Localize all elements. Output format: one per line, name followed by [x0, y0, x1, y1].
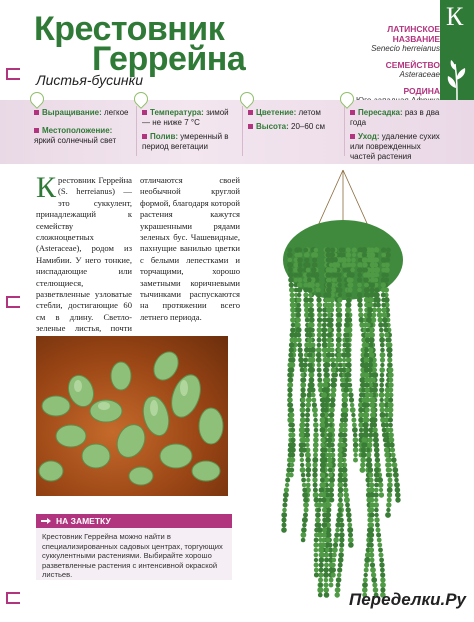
succulent-closeup-photo: [36, 336, 228, 496]
care-divider: [136, 106, 137, 156]
care-height: Высота: 20–60 см: [248, 122, 344, 132]
page-mark-left-middle: [6, 296, 20, 308]
hanging-plant-photo: [238, 160, 448, 610]
sprig-icon: [445, 58, 469, 100]
page-title: [34, 10, 246, 78]
care-temperature: Температура: зимой — не ниже 7 °С: [142, 108, 229, 127]
fact-origin-label: РОДИНА: [403, 86, 440, 96]
care-divider: [344, 106, 345, 156]
fact-box: [342, 24, 440, 112]
tip-text: Крестовник Геррейна можно найти в специализированных садовых центрах, торгующих суккулентными растениями. Выбирайте хорошо разветвленные растения с интенсивной окраской листьев.: [42, 532, 223, 580]
article-text-1: рестовник Геррейна (S. herreianus) — это суккулент, принадлежащий к семейству сложноцветных (Asteraceae), родом из Намибии. У него тонкие, ниспадающие или стелющиеся, разветвленные узловатые стебли, достигающие 60 см в длину. Светло-зеленые листья, почти: [36, 175, 132, 334]
fact-latin-value: Senecio herreianus: [371, 44, 440, 53]
fact-family-label: СЕМЕЙСТВО: [385, 60, 440, 70]
hand-pointer-icon: [41, 517, 51, 525]
fact-family-value: Asteraceae: [399, 70, 440, 79]
alphabet-tab: [440, 0, 474, 108]
page-mark-left-bottom: [6, 592, 20, 604]
care-irrigation: Полив: умеренный в период вегетации: [142, 132, 229, 151]
succulent-illustration: [36, 336, 228, 496]
care-watering: Выращивание: легкое: [34, 108, 132, 118]
title-line-1: Крестовник: [34, 10, 225, 48]
title-line-2: Геррейна: [92, 40, 246, 78]
site-watermark: Переделки.Ру: [349, 590, 466, 609]
drop-cap: К: [36, 171, 57, 204]
article-column-2: отличаются своей необычной круглой формой, благодаря которой растения кажутся украшенными рядами зеленых бус. Чашевидные, пахнущие ванилью цветки с белыми лепестками и торчащими, хорошо заметными коричневыми тычинками распускаются на протяжении всего летнего периода.: [140, 175, 240, 322]
care-maintenance: Уход: удаление сухих или поврежденных частей растения: [350, 132, 440, 161]
page-subtitle: Листья-бусинки: [36, 72, 144, 88]
care-band: [0, 100, 474, 164]
care-bloom: Цветение: летом: [248, 108, 344, 118]
page-mark-left-top: [6, 68, 20, 80]
fact-latin-label: ЛАТИНСКОЕ НАЗВАНИЕ: [387, 24, 440, 44]
tip-box: [36, 514, 232, 580]
care-location: Местоположение: яркий солнечный свет: [34, 126, 117, 145]
tab-letter: К: [446, 2, 464, 31]
care-divider: [242, 106, 243, 156]
care-repot: Пересадка: раз в два года: [350, 108, 440, 127]
article-column-1: [36, 171, 132, 346]
tip-heading: НА ЗАМЕТКУ: [36, 514, 232, 528]
